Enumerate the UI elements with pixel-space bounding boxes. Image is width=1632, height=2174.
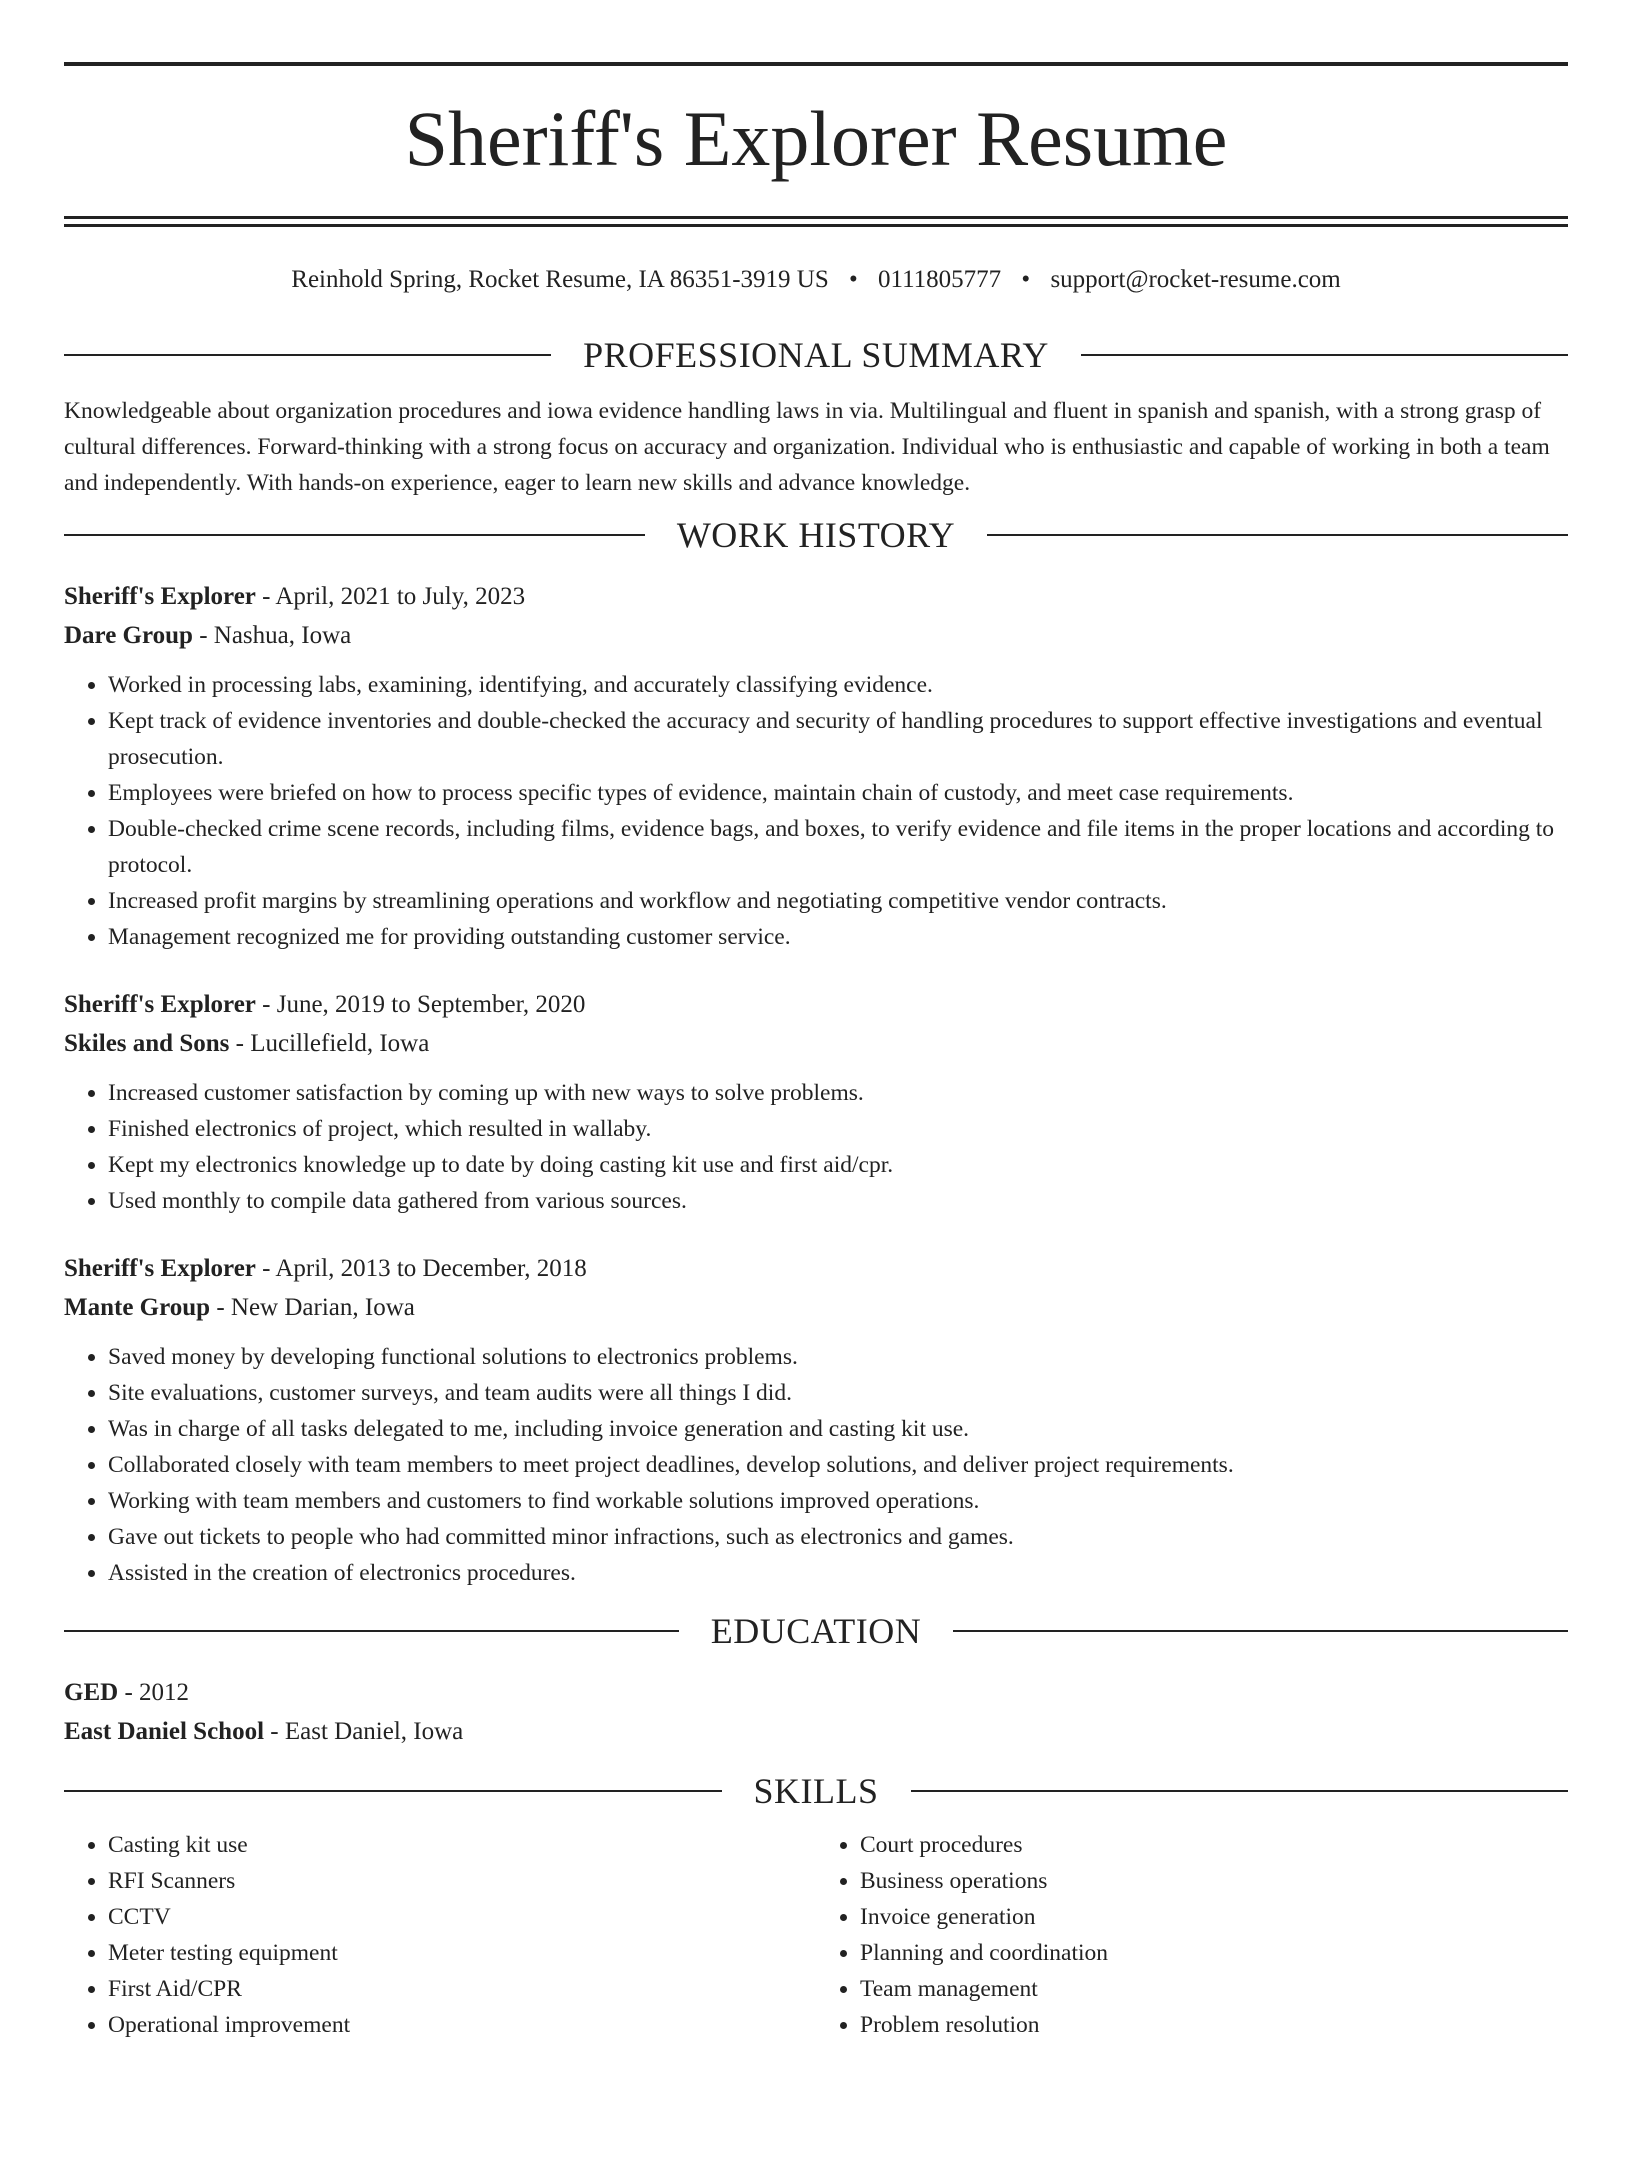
section-header-skills (64, 1769, 1568, 1813)
job-company: Mante Group (64, 1294, 211, 1321)
contact-phone: 0111805777 (878, 266, 1002, 293)
job-title: Sheriff's Explorer (64, 583, 256, 610)
summary-text: Knowledgeable about organization procedures and iowa evidence handling laws in via. Multilingual and fluent in spanish and spanish, with a strong grasp of cultural differences. Forward-thinking with a strong focus on accuracy and organization. Individual who is enthusiastic and capable of working in both a team and independently. With hands-on experience, eager to learn new skills and advance knowledge. (64, 398, 1550, 496)
section-title-education: EDUCATION (710, 1611, 922, 1651)
top-rule (64, 62, 1568, 66)
list-item: • Site evaluations, customer surveys, and team audits were all things I did. (108, 1375, 1568, 1411)
contact-email: support@rocket-resume.com (1050, 266, 1341, 293)
list-item: • Collaborated closely with team members to meet project deadlines, develop solutions, and deliver project requirements. (108, 1447, 1568, 1483)
job-title: Sheriff's Explorer (64, 991, 256, 1018)
skills-list (64, 1827, 1568, 2043)
job-company-line (64, 1024, 1568, 1063)
list-item: • Assisted in the creation of electronics procedures. (108, 1555, 1568, 1591)
contact-separator: • (1021, 266, 1031, 293)
education-degree-line (64, 1673, 1568, 1712)
job-entry (64, 577, 1568, 955)
list-item: • Kept my electronics knowledge up to date by doing casting kit use and first aid/cpr. (108, 1147, 1568, 1183)
section-header-summary (64, 333, 1568, 377)
education-school: East Daniel School (64, 1718, 265, 1745)
job-bullets (64, 667, 1568, 955)
skill-item: • Business operations (860, 1863, 1568, 1899)
list-item: • Was in charge of all tasks delegated to me, including invoice generation and casting kit use. (108, 1411, 1568, 1447)
contact-separator: • (849, 266, 858, 293)
list-item: • Management recognized me for providing outstanding customer service. (108, 919, 1568, 955)
job-entry (64, 1249, 1568, 1591)
contact-line (64, 263, 1568, 297)
job-dates: - April, 2021 to July, 2023 (255, 583, 526, 610)
skill-item: • Invoice generation (860, 1899, 1568, 1935)
skill-item: • Operational improvement (108, 2007, 816, 2043)
job-dates: - April, 2013 to December, 2018 (255, 1255, 587, 1282)
list-item: • Used monthly to compile data gathered from various sources. (108, 1183, 1568, 1219)
job-title-line (64, 985, 1568, 1024)
skill-item: • RFI Scanners (108, 1863, 816, 1899)
section-header-education (64, 1609, 1568, 1653)
job-entry (64, 985, 1568, 1219)
section-title-work: WORK HISTORY (676, 515, 956, 555)
skill-item: • Problem resolution (860, 2007, 1568, 2043)
list-item: • Gave out tickets to people who had committed minor infractions, such as electronics and games. (108, 1519, 1568, 1555)
skill-item: • Planning and coordination (860, 1935, 1568, 1971)
skills-column-right (816, 1827, 1568, 2043)
resume-page (0, 62, 1632, 2174)
education-location: - East Daniel, Iowa (264, 1718, 464, 1745)
list-item: • Worked in processing labs, examining, identifying, and accurately classifying evidence. (108, 667, 1568, 703)
list-item: • Increased customer satisfaction by coming up with new ways to solve problems. (108, 1075, 1568, 1111)
job-company: Dare Group (64, 622, 193, 649)
skill-item: • Court procedures (860, 1827, 1568, 1863)
job-company-line (64, 616, 1568, 655)
job-title-line (64, 1249, 1568, 1288)
education-entry (64, 1673, 1568, 1751)
education-school-line (64, 1712, 1568, 1751)
job-title: Sheriff's Explorer (64, 1255, 256, 1282)
skill-item: • CCTV (108, 1899, 816, 1935)
job-location: - Nashua, Iowa (192, 622, 352, 649)
resume-title: Sheriff's Explorer Resume (404, 95, 1228, 182)
list-item: • Increased profit margins by streamlining operations and workflow and negotiating competitive vendor contracts. (108, 883, 1568, 919)
skill-item: • Team management (860, 1971, 1568, 2007)
section-header-work (64, 513, 1568, 557)
job-company-line (64, 1288, 1568, 1327)
education-degree: GED (64, 1679, 119, 1706)
section-title-skills: SKILLS (753, 1771, 879, 1811)
job-bullets (64, 1339, 1568, 1591)
list-item: • Employees were briefed on how to process specific types of evidence, maintain chain of custody, and meet case requirements. (108, 775, 1568, 811)
title-double-rule (64, 216, 1568, 227)
section-title-summary: PROFESSIONAL SUMMARY (583, 335, 1049, 375)
skill-item: • Casting kit use (108, 1827, 816, 1863)
list-item: • Saved money by developing functional solutions to electronics problems. (108, 1339, 1568, 1375)
job-location: - Lucillefield, Iowa (229, 1030, 430, 1057)
skills-column-left (64, 1827, 816, 2043)
list-item: • Double-checked crime scene records, including films, evidence bags, and boxes, to verify evidence and file items in the proper locations and according to protocol. (108, 811, 1568, 883)
job-location: - New Darian, Iowa (210, 1294, 415, 1321)
job-title-line (64, 577, 1568, 616)
job-company: Skiles and Sons (64, 1030, 230, 1057)
skill-item: • Meter testing equipment (108, 1935, 816, 1971)
list-item: • Kept track of evidence inventories and double-checked the accuracy and security of handling procedures to support effective investigations and eventual prosecution. (108, 703, 1568, 775)
skill-item: • First Aid/CPR (108, 1971, 816, 2007)
job-bullets (64, 1075, 1568, 1219)
list-item: • Working with team members and customers to find workable solutions improved operations. (108, 1483, 1568, 1519)
list-item: • Finished electronics of project, which resulted in wallaby. (108, 1111, 1568, 1147)
job-dates: - June, 2019 to September, 2020 (255, 991, 586, 1018)
contact-address: Reinhold Spring, Rocket Resume, IA 86351-3919 US (291, 266, 829, 293)
education-year: - 2012 (118, 1679, 190, 1706)
